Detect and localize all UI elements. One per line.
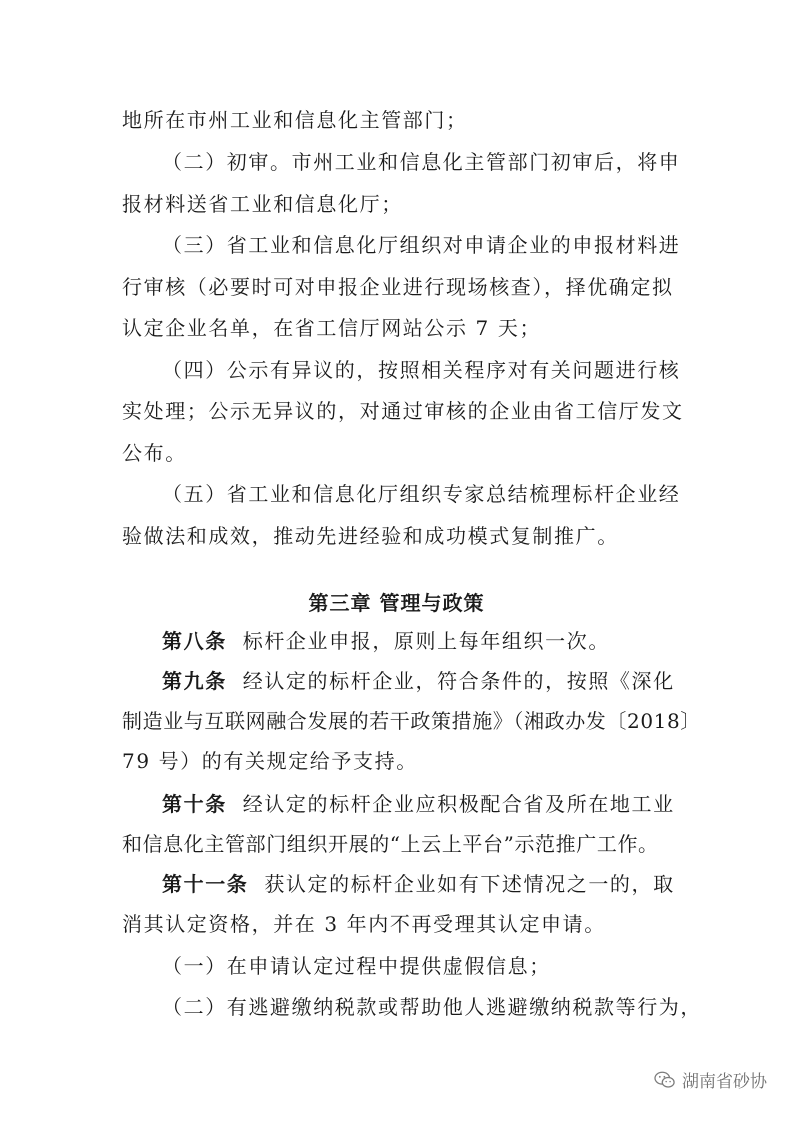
article-text: 经认定的标杆企业，符合条件的，按照《深化 bbox=[242, 669, 675, 693]
text-line: （二）初审。市州工业和信息化主管部门初审后，将申 bbox=[162, 150, 681, 174]
article-text: 经认定的标杆企业应积极配合省及所在地工业 bbox=[242, 792, 675, 816]
list-item: （一）在申请认定过程中提供虚假信息； bbox=[162, 954, 551, 978]
article-11 bbox=[162, 869, 675, 899]
article-label: 第八条 bbox=[162, 629, 227, 653]
text-line: （三）省工业和信息化厅组织对申请企业的申报材料进 bbox=[162, 233, 681, 257]
text-line: 制造业与互联网融合发展的若干政策措施》（湘政办发〔2018〕 bbox=[122, 709, 701, 733]
text-line: 公布。 bbox=[122, 441, 187, 465]
article-10 bbox=[162, 789, 675, 819]
text-line: 认定企业名单，在省工信厅网站公示 7 天； bbox=[122, 316, 542, 340]
article-label: 第十条 bbox=[162, 792, 227, 816]
chapter-heading: 第三章 管理与政策 bbox=[308, 591, 485, 615]
article-label: 第十一条 bbox=[162, 872, 249, 896]
text-line: 实处理；公示无异议的，对通过审核的企业由省工信厅发文 bbox=[122, 399, 684, 423]
watermark bbox=[654, 1067, 767, 1092]
article-label: 第九条 bbox=[162, 669, 227, 693]
text-line: （四）公示有异议的，按照相关程序对有关问题进行核 bbox=[162, 358, 681, 382]
article-text: 获认定的标杆企业如有下述情况之一的，取 bbox=[264, 872, 675, 896]
article-9 bbox=[162, 666, 675, 696]
wechat-icon bbox=[654, 1070, 676, 1090]
text-line: 报材料送省工业和信息化厅； bbox=[122, 192, 403, 216]
article-text: 标杆企业申报，原则上每年组织一次。 bbox=[242, 629, 610, 653]
text-line: 79 号）的有关规定给予支持。 bbox=[122, 749, 418, 773]
text-line: 验做法和成效，推动先进经验和成功模式复制推广。 bbox=[122, 524, 619, 548]
text-line: 地所在市州工业和信息化主管部门； bbox=[122, 108, 468, 132]
list-item: （二）有逃避缴纳税款或帮助他人逃避缴纳税款等行为， bbox=[162, 995, 702, 1019]
watermark-text: 湖南省砂协 bbox=[682, 1072, 767, 1092]
text-line: （五）省工业和信息化厅组织专家总结梳理标杆企业经 bbox=[162, 482, 681, 506]
article-8 bbox=[162, 626, 610, 656]
text-line: 和信息化主管部门组织开展的“上云上平台”示范推广工作。 bbox=[122, 832, 659, 856]
text-line: 消其认定资格，并在 3 年内不再受理其认定申请。 bbox=[122, 912, 606, 936]
text-line: 行审核（必要时可对申报企业进行现场核查），择优确定拟 bbox=[122, 275, 674, 299]
